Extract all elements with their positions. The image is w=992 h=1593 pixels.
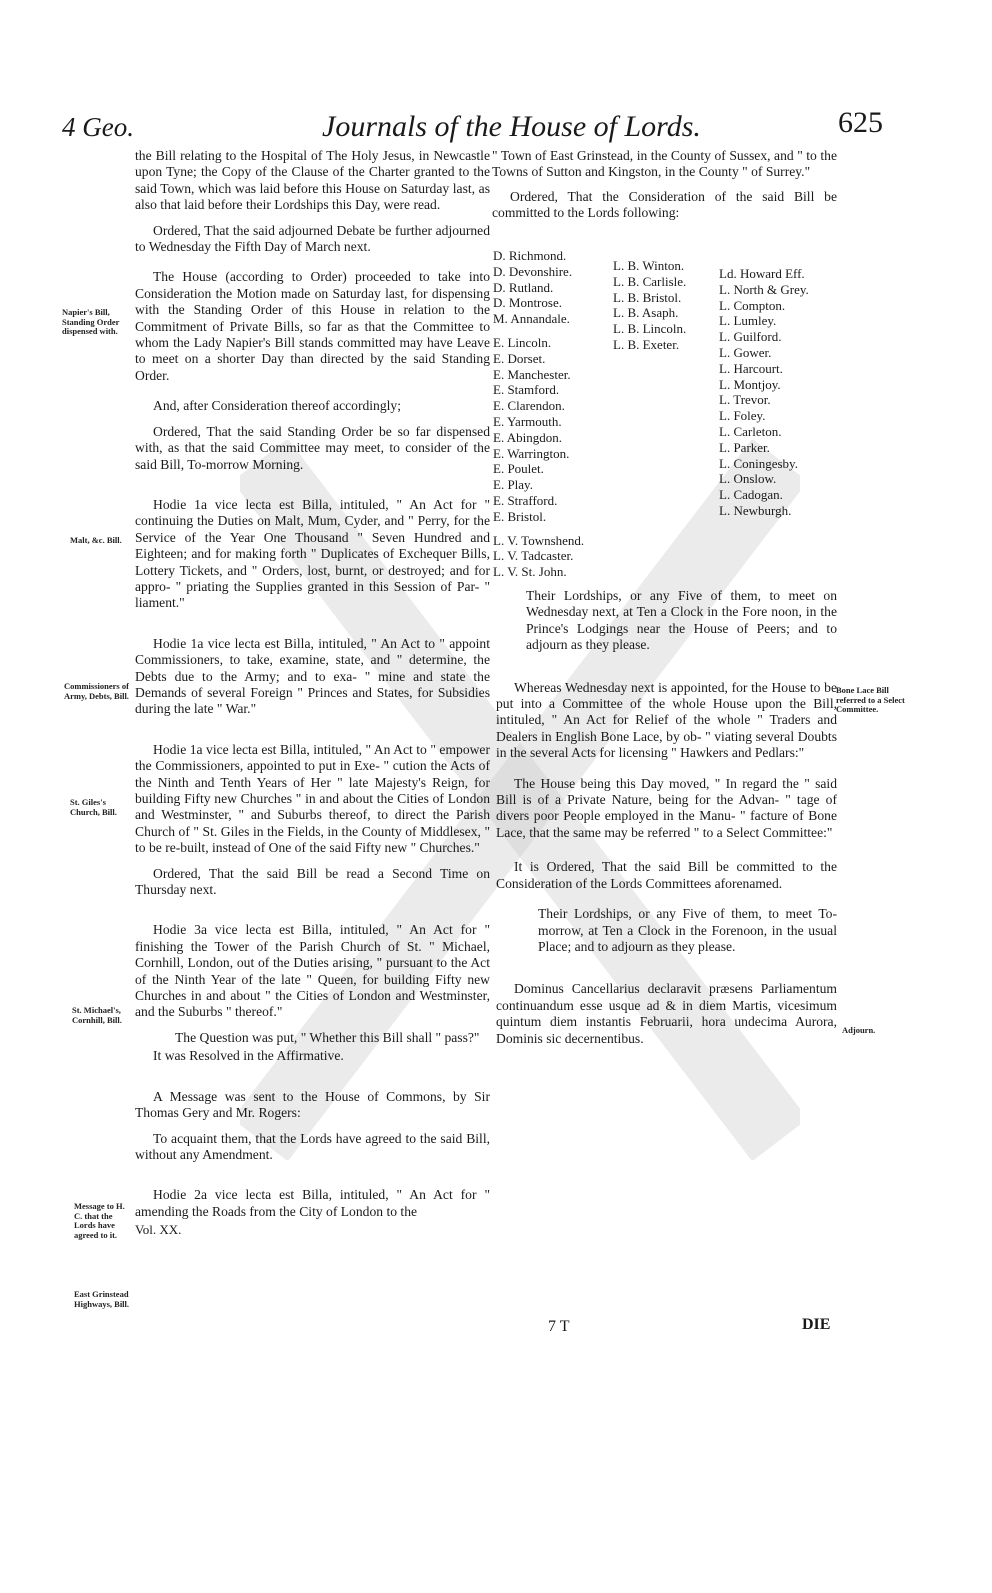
peer-name: L. Gower. xyxy=(719,344,772,360)
peer-name: E. Abingdon. xyxy=(493,429,562,445)
peer-name: L. V. Townshend. xyxy=(493,532,585,548)
peer-name: E. Dorset. xyxy=(493,350,546,366)
paragraph: It is Ordered, That the said Bill be committed to the Consideration of the Lords Committees aforenamed. xyxy=(496,859,837,891)
peer-name: L. Newburgh. xyxy=(719,502,792,518)
signature-mark: 7 T xyxy=(548,1318,570,1335)
peer-name: L. Parker. xyxy=(719,439,770,455)
peer-name: D. Rutland. xyxy=(493,279,554,295)
meeting-note-2: Their Lordships, or any Five of them, to meet To-morrow, at Ten a Clock in the Forenoon, in the usual Place; and to adjourn as they please. xyxy=(538,906,837,954)
peer-name: L. Harcourt. xyxy=(719,360,783,376)
catchword: DIE xyxy=(802,1316,831,1333)
paragraph: " Town of East Grinstead, in the County of Sussex, and " to the Towns of Sutton and Kingston, in the County " of Surrey." xyxy=(492,148,837,180)
peer-name: L. North & Grey. xyxy=(719,281,809,297)
peer-name: L. Lumley. xyxy=(719,313,777,329)
peer-name: D. Richmond. xyxy=(493,248,567,263)
peer-name: L. Onslow. xyxy=(719,471,777,487)
paragraph: And, after Consideration thereof accordingly; xyxy=(153,398,401,414)
paragraph: The House being this Day moved, " In regard the " said Bill is of a Private Nature, being for the Advan- " tage of divers poor People employed in the Manu- " facture of Bone Lace, that the same may be referred " to a Select Committee:" xyxy=(496,775,837,840)
running-head-left: 4 Geo. xyxy=(62,112,134,142)
paragraph: Ordered, That the said Standing Order be so far dispensed with, as that the said Committee may meet, to consider of the said Bill, To-morrow Morning. xyxy=(135,423,490,472)
peer-name: E. Bristol. xyxy=(493,508,547,524)
peer-name: D. Montrose. xyxy=(493,295,562,311)
peer-name: L. Compton. xyxy=(719,297,786,313)
margin-note: Malt, &c. Bill. xyxy=(70,535,122,545)
peer-name: E. Yarmouth. xyxy=(493,413,562,429)
peer-name: L. B. Exeter. xyxy=(613,336,680,352)
committee-order: Ordered, That the Consideration of the said Bill be committed to the Lords following: xyxy=(492,188,837,221)
peer-name: L. B. Lincoln. xyxy=(613,321,687,337)
paragraph: Hodie 3a vice lecta est Billa, intituled, " An Act for " finishing the Tower of the Parish Church of St. " Michael, Cornhill, London, out of the Duties arising, " pursuant to the Act of the Ninth Year of the late " Queen, for building Fifty new Churches in and about " the Cities of London and Westminster, and the Suburbs " thereof." xyxy=(135,922,490,1020)
peer-name: L. B. Bristol. xyxy=(613,289,682,305)
page-number: 625 xyxy=(838,106,883,139)
peer-name: L. Montjoy. xyxy=(719,376,781,392)
margin-note: St. Giles's Church, Bill. xyxy=(70,797,117,817)
margin-note: Napier's Bill, Standing Order dispensed with. xyxy=(62,307,120,337)
peer-name: L. Carleton. xyxy=(719,423,782,439)
peer-name: L. Trevor. xyxy=(719,392,771,408)
margin-note: Commissioners of Army, Debts, Bill. xyxy=(64,681,129,701)
right-column-bottom xyxy=(496,588,837,1056)
peer-name: E. Warrington. xyxy=(493,445,570,461)
paragraph: Whereas Wednesday next is appointed, for the House to be put into a Committee of the whole House upon the Bill, intituled, " An Act for Relief of the whole " Traders and Dealers in English Bone Lace, by ob- " viating several Doubts in the several Acts for licensing " Hawkers and Pedlars:" xyxy=(496,679,837,761)
peer-name: L. Coningesby. xyxy=(719,455,798,471)
margin-note: St. Michael's, Cornhill, Bill. xyxy=(72,1005,122,1025)
peer-name: E. Lincoln. xyxy=(493,334,552,350)
peer-name: L. Cadogan. xyxy=(719,487,783,503)
peer-name: E. Manchester. xyxy=(493,366,571,382)
peer-name: L. Guilford. xyxy=(719,329,782,345)
peer-name: L. B. Asaph. xyxy=(613,305,679,321)
peers-list-2 xyxy=(613,258,686,353)
margin-note: Bone Lace Bill referred to a Select Committee. xyxy=(836,685,905,715)
adjournment: Dominus Cancellarius declaravit præsens Parliamentum continuandum esse usque ad & in diem Martis, vicesimum quintum diem instantis Februarii, hora undecima Aurora, Dominis sic decernentibus. xyxy=(496,981,837,1046)
left-column xyxy=(135,148,490,1239)
margin-note: East Grinstead Highways, Bill. xyxy=(74,1289,130,1309)
paragraph: To acquaint them, that the Lords have agreed to the said Bill, without any Amendment. xyxy=(135,1130,490,1162)
paragraph: Ordered, That the said adjourned Debate be further adjourned to Wednesday the Fifth Day of March next. xyxy=(135,222,490,255)
peer-name: M. Annandale. xyxy=(493,311,570,327)
peer-name: Ld. Howard Eff. xyxy=(719,266,805,281)
paragraph: A Message was sent to the House of Commons, by Sir Thomas Gery and Mr. Rogers: xyxy=(135,1088,490,1121)
paragraph: Hodie 1a vice lecta est Billa, intituled, " An Act to " empower the Commissioners, appointed to put in Exe- " cution the Acts of the Ninth and Tenth Years of Her " late Majesty's Reign, for building Fifty new Churches " in and about the Cities of London and Westminster, " and Suburbs thereof, to direct the Parish Church of " St. Giles in the Fields, in the County of Middlesex, " to be re-built, instead of One of the said Fifty new " Churches." xyxy=(135,741,490,856)
paragraph: the Bill relating to the Hospital of The Holy Jesus, in Newcastle upon Tyne; the Copy of the Clause of the Charter granted to the said Town, which was laid before this House on Saturday last, as also that laid before their Lordships this Day, were read. xyxy=(135,148,490,213)
peers-list-1 xyxy=(493,248,584,580)
peer-name: E. Play. xyxy=(493,477,533,493)
right-column-top xyxy=(492,148,837,231)
margin-note: Message to H. C. that the Lords have agreed to it. xyxy=(74,1201,125,1240)
paragraph: It was Resolved in the Affirmative. xyxy=(153,1048,344,1064)
paragraph: Hodie 1a vice lecta est Billa, intituled, " An Act for " continuing the Duties on Malt, Mum, Cyder, and " Perry, for the Service of the Year One Thousand " Seven Hundred and Eighteen; and for making forth " Duplicates of Exchequer Bills, Lottery Tickets, and " Orders, lost, burnt, or destroyed; and for appro- " priating the Supplies granted in this Session of Par- " liament." xyxy=(135,496,490,611)
peer-name: E. Poulet. xyxy=(493,461,544,477)
peer-name: E. Clarendon. xyxy=(493,398,565,414)
peers-list-3 xyxy=(719,266,809,519)
peer-name: L. B. Winton. xyxy=(613,258,685,273)
peer-name: L. Foley. xyxy=(719,408,766,424)
volume-footer: Vol. XX. xyxy=(135,1222,182,1238)
peer-name: E. Strafford. xyxy=(493,492,558,508)
peer-name: D. Devonshire. xyxy=(493,263,573,279)
paragraph: Hodie 2a vice lecta est Billa, intituled, " An Act for " amending the Roads from the City of London to the xyxy=(135,1187,490,1219)
paragraph: Hodie 1a vice lecta est Billa, intituled, " An Act to " appoint Commissioners, to take, examine, state, and " determine, the Debts due to the Army; and to exa- " mine and state the Demands of several Foreign " Princes and States, for Subsidies during the late " War." xyxy=(135,635,490,717)
margin-note: Adjourn. xyxy=(842,1025,876,1035)
peer-name: L. B. Carlisle. xyxy=(613,273,687,289)
paragraph: Ordered, That the said Bill be read a Second Time on Thursday next. xyxy=(135,865,490,898)
meeting-note: Their Lordships, or any Five of them, to meet on Wednesday next, at Ten a Clock in the Fore noon, in the Prince's Lodgings near the House of Peers; and to adjourn as they please. xyxy=(526,588,837,653)
paragraph: The House (according to Order) proceeded to take into Consideration the Motion made on Saturday last, for dispensing with the Standing Order of this House in relation to the Commitment of Private Bills, so far as that the Committee to whom the Lady Napier's Bill stands committed may have Leave to meet on a shorter Day than directed by the said Standing Order. xyxy=(135,269,490,383)
paragraph: The Question was put, " Whether this Bill shall " pass?" xyxy=(175,1029,480,1045)
page-title: Journals of the House of Lords. xyxy=(322,110,701,143)
peer-name: L. V. St. John. xyxy=(493,564,567,580)
peer-name: L. V. Tadcaster. xyxy=(493,548,574,564)
peer-name: E. Stamford. xyxy=(493,382,560,398)
